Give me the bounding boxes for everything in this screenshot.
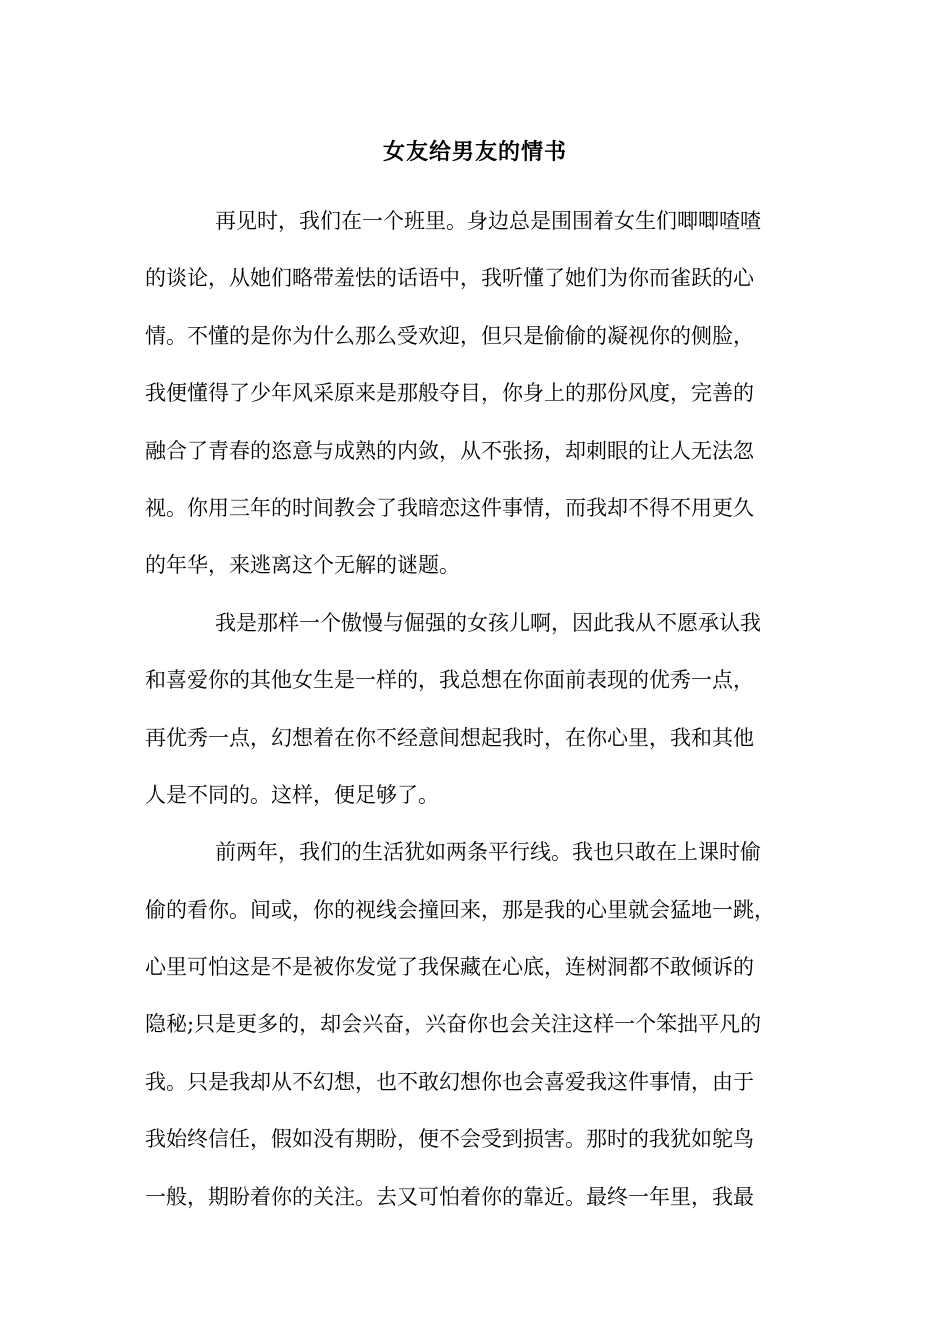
paragraph-first-line: 我是那样一个傲慢与倔强的女孩儿啊，因此我从不愿承认我 (215, 610, 761, 635)
text-line: 融合了青春的恣意与成熟的内敛，从不张扬，却刺眼的让人无法忽 (145, 438, 754, 463)
text-line: 偷的看你。间或，你的视线会撞回来，那是我的心里就会猛地一跳， (145, 897, 775, 922)
text-line: 视。你用三年的时间教会了我暗恋这件事情，而我却不得不用更久 (145, 495, 754, 520)
text-line: 我便懂得了少年风采原来是那般夺目，你身上的那份风度，完善的 (145, 381, 754, 406)
text-line: 再优秀一点，幻想着在你不经意间想起我时，在你心里，我和其他 (145, 725, 754, 750)
text-line: 情。不懂的是你为什么那么受欢迎，但只是偷偷的凝视你的侧脸， (145, 323, 754, 348)
text-line: 我始终信任，假如没有期盼，便不会受到损害。那时的我犹如鸵鸟 (145, 1127, 754, 1152)
text-line: 隐秘;只是更多的，却会兴奋，兴奋你也会关注这样一个笨拙平凡的 (145, 1012, 762, 1037)
text-line: 一般，期盼着你的关注。去又可怕着你的靠近。最终一年里，我最 (145, 1184, 754, 1209)
text-line: 的年华，来逃离这个无解的谜题。 (145, 553, 460, 578)
text-line: 心里可怕这是不是被你发觉了我保藏在心底，连树洞都不敢倾诉的 (145, 955, 754, 980)
text-line: 我。只是我却从不幻想，也不敢幻想你也会喜爱我这件事情，由于 (145, 1069, 754, 1094)
text-line: 的谈论，从她们略带羞怯的话语中，我听懂了她们为你而雀跃的心 (145, 266, 754, 291)
text-line: 和喜爱你的其他女生是一样的，我总想在你面前表现的优秀一点， (145, 668, 754, 693)
document-title: 女友给男友的情书 (382, 139, 567, 165)
document-body (145, 199, 825, 1232)
paragraph-first-line: 再见时，我们在一个班里。身边总是围围着女生们唧唧喳喳 (215, 209, 761, 233)
text-line: 人是不同的。这样，便足够了。 (145, 782, 439, 807)
paragraph-first-line: 前两年，我们的生活犹如两条平行线。我也只敢在上课时偷 (215, 840, 761, 865)
